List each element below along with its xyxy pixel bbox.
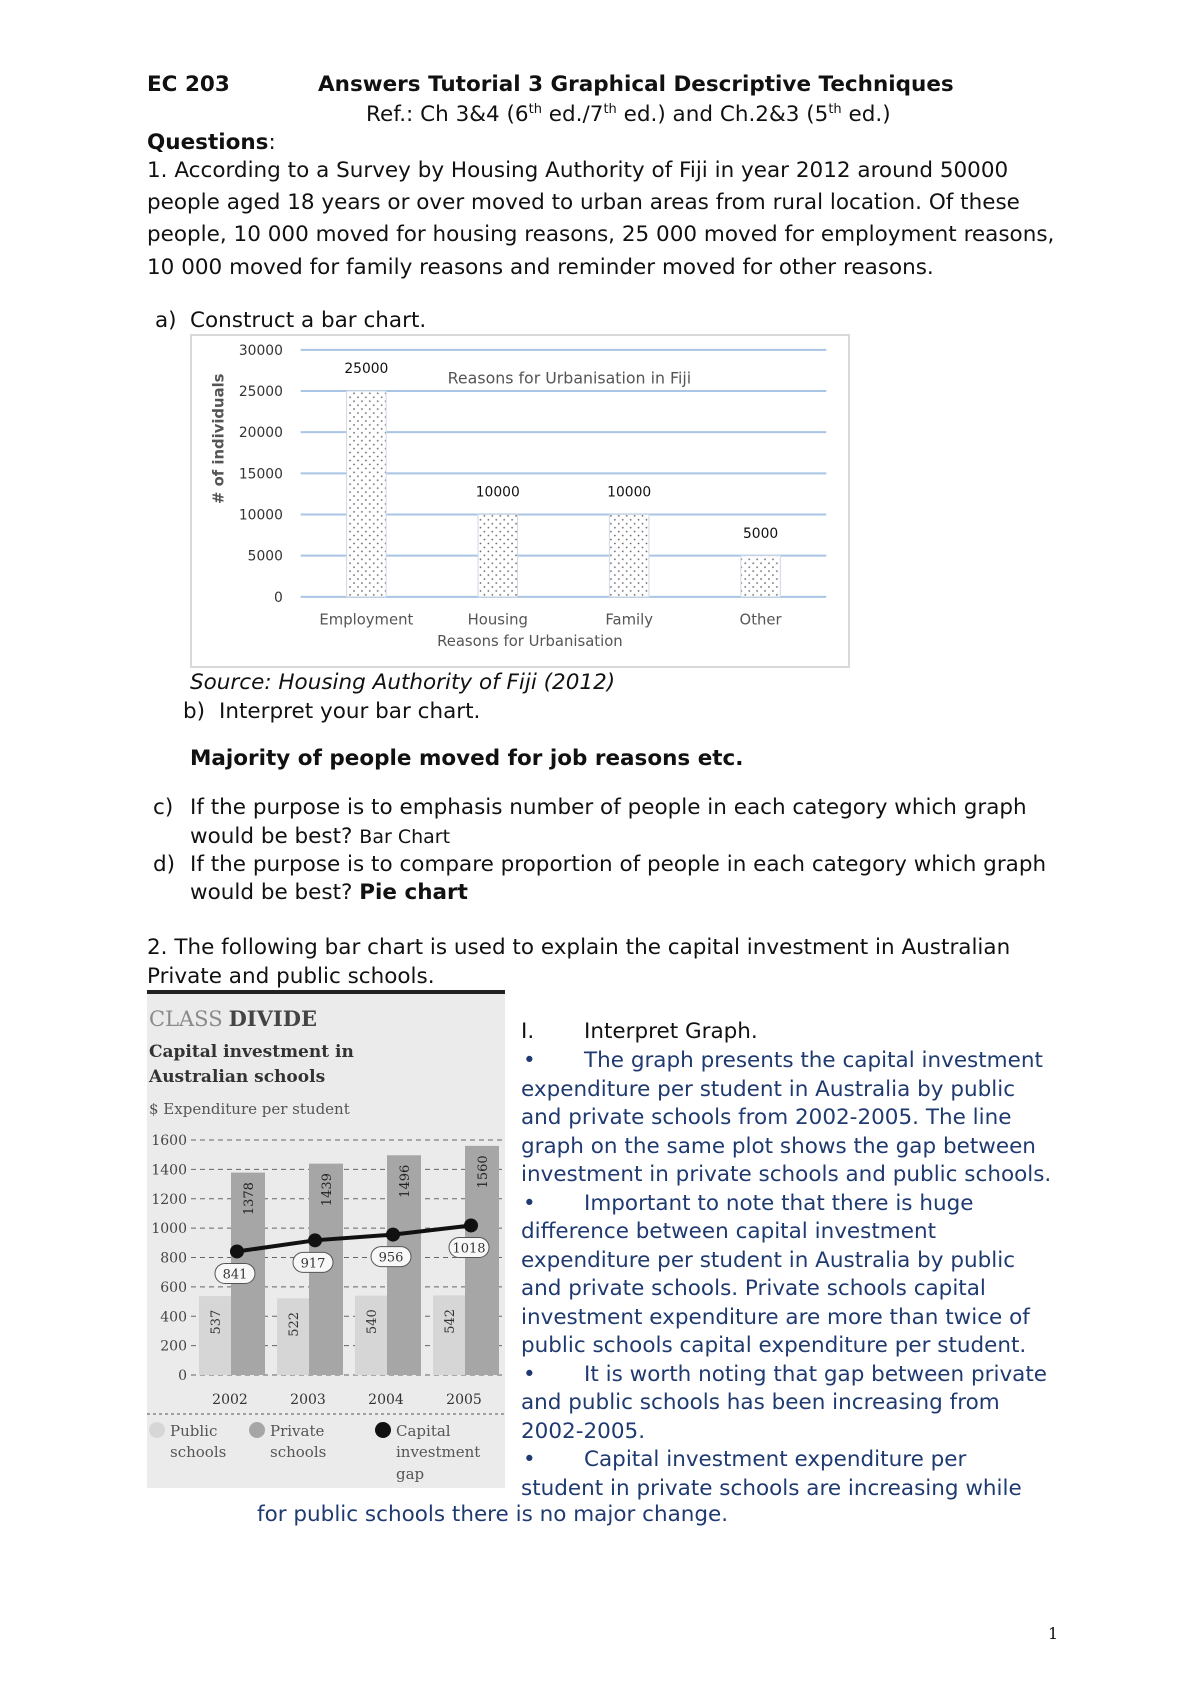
answer-bullet: • <box>523 1361 536 1387</box>
bar-employment <box>347 391 387 597</box>
gap-point-2002 <box>230 1244 244 1258</box>
y-tick-label: 25000 <box>238 383 283 400</box>
reference-line: Ref.: Ch 3&4 (6th ed./7th ed.) and Ch.2&3 (5th ed.) <box>366 101 891 127</box>
answer-line: and public schools has been increasing from <box>521 1390 1000 1415</box>
gap-data-label: 956 <box>378 1250 404 1266</box>
bar-public-2005 <box>433 1295 465 1375</box>
q2-line-2: Private and public schools. <box>147 964 435 989</box>
legend-label: investment <box>396 1443 481 1461</box>
bar-housing <box>478 515 518 597</box>
legend-label: Public <box>170 1422 218 1440</box>
answer-final-line: for public schools there is no major change. <box>257 1502 729 1527</box>
q1b-text: Interpret your bar chart. <box>219 699 481 724</box>
y-tick-label: 1400 <box>151 1162 187 1179</box>
x-category-label: Other <box>739 611 782 629</box>
x-category-label: Employment <box>319 611 414 629</box>
y-tick-label: 10000 <box>238 507 283 524</box>
bar-data-label: 5000 <box>742 525 779 542</box>
answer-line: expenditure per student in Australia by public <box>521 1076 1016 1102</box>
answer-bullet: • <box>523 1447 536 1472</box>
chart1-y-axis-title: # of individuals <box>210 373 228 504</box>
q1c-answer: Bar Chart <box>359 826 451 848</box>
urbanisation-bar-chart <box>190 334 850 668</box>
y-tick-label: 1000 <box>151 1221 187 1238</box>
bar-data-label: 10000 <box>475 484 520 501</box>
q1d-text-2: would be best? Pie chart <box>190 880 468 905</box>
q2-line-1: 2. The following bar chart is used to explain the capital investment in Australian <box>147 935 1011 960</box>
course-code: EC 203 <box>147 72 230 97</box>
answer-line: and private schools from 2002-2005. The line <box>521 1105 1012 1130</box>
q1d-answer: Pie chart <box>359 880 468 905</box>
answer-line: Capital investment expenditure per <box>584 1447 967 1472</box>
public-data-label: 537 <box>209 1309 224 1335</box>
x-category-label: 2002 <box>212 1392 248 1408</box>
answer-line: It is worth noting that gap between private <box>584 1361 1047 1387</box>
gap-point-2003 <box>308 1233 322 1247</box>
answer-line: graph on the same plot shows the gap between <box>521 1133 1036 1159</box>
interpret-label: I. <box>521 1019 535 1044</box>
bar-data-label: 10000 <box>607 484 652 501</box>
bar-data-label: 25000 <box>344 361 389 378</box>
private-data-label: 1439 <box>320 1173 335 1207</box>
x-category-label: 2003 <box>290 1392 326 1408</box>
x-category-label: Family <box>605 611 654 629</box>
q1a-label: a) <box>155 308 177 333</box>
chart1-x-axis-title: Reasons for Urbanisation <box>437 633 623 651</box>
q1c-text-2: would be best? Bar Chart <box>190 824 451 849</box>
legend-label: schools <box>270 1443 327 1461</box>
legend-label: Capital <box>396 1422 451 1440</box>
chart2-subtitle-1: Capital investment in <box>149 1042 354 1062</box>
public-data-label: 522 <box>287 1311 302 1337</box>
public-data-label: 540 <box>365 1309 380 1335</box>
legend-marker <box>249 1422 265 1438</box>
y-tick-label: 600 <box>160 1279 187 1296</box>
private-data-label: 1560 <box>476 1155 491 1189</box>
x-category-label: 2004 <box>368 1392 404 1408</box>
public-data-label: 542 <box>443 1308 458 1334</box>
answer-line: Important to note that there is huge <box>584 1190 974 1216</box>
private-data-label: 1378 <box>242 1182 257 1216</box>
y-tick-label: 30000 <box>238 342 283 359</box>
q1-line-4: 10 000 moved for family reasons and reminder moved for other reasons. <box>147 255 934 280</box>
answer-line: expenditure per student in Australia by public <box>521 1247 1016 1273</box>
y-tick-label: 800 <box>160 1250 187 1267</box>
legend-label: gap <box>396 1465 425 1483</box>
q1c-label: c) <box>153 795 174 820</box>
legend-marker <box>375 1422 391 1438</box>
title-divide: DIVIDE <box>228 1006 317 1031</box>
answer-line: investment in private schools and public schools. <box>521 1162 1052 1187</box>
y-tick-label: 5000 <box>247 548 283 565</box>
q1c-text: If the purpose is to emphasis number of people in each category which graph <box>190 795 1027 820</box>
page-title: Answers Tutorial 3 Graphical Descriptive Techniques <box>318 72 954 97</box>
gap-point-2004 <box>386 1228 400 1242</box>
answer-line: investment expenditure are more than twice of <box>521 1304 1030 1330</box>
answer-bullet: • <box>523 1048 536 1073</box>
gap-data-label: 917 <box>300 1256 326 1272</box>
answer-line: and private schools. Private schools capital <box>521 1276 986 1301</box>
chart-source: Source: Housing Authority of Fiji (2012) <box>190 670 616 695</box>
x-category-label: Housing <box>467 611 528 629</box>
q1a-text: Construct a bar chart. <box>190 308 427 333</box>
y-tick-label: 0 <box>274 589 283 606</box>
gap-data-label: 1018 <box>452 1241 486 1257</box>
answer-line: public schools capital expenditure per student. <box>521 1333 1027 1358</box>
y-tick-label: 1600 <box>151 1133 187 1149</box>
title-class: CLASS <box>149 1007 223 1031</box>
page-number: 1 <box>1048 1624 1059 1643</box>
legend-label: Private <box>270 1422 325 1440</box>
answer-bullet: • <box>523 1190 536 1216</box>
chart2-subtitle-2: Australian schools <box>149 1067 326 1087</box>
bar-public-2002 <box>199 1296 231 1375</box>
q1-line-3: people, 10 000 moved for housing reasons, 25 000 moved for employment reasons, <box>147 222 1055 247</box>
legend-label: schools <box>170 1443 227 1461</box>
answer-line: The graph presents the capital investment <box>584 1048 1043 1073</box>
interpret-title: Interpret Graph. <box>584 1019 758 1044</box>
answer-line: difference between capital investment <box>521 1219 937 1244</box>
y-tick-label: 20000 <box>238 425 283 442</box>
q1b-answer: Majority of people moved for job reasons etc. <box>190 746 744 771</box>
bar-family <box>609 515 649 597</box>
q1-line-1: 1. According to a Survey by Housing Authority of Fiji in year 2012 around 50000 <box>147 158 1009 183</box>
questions-heading: Questions: <box>147 130 276 155</box>
bar-public-2004 <box>355 1296 387 1375</box>
answer-line: student in private schools are increasing while <box>521 1475 1022 1501</box>
x-category-label: 2005 <box>446 1392 482 1408</box>
gap-point-2005 <box>464 1218 478 1232</box>
chart1-title: Reasons for Urbanisation in Fiji <box>447 368 692 388</box>
private-data-label: 1496 <box>398 1164 413 1198</box>
class-divide-chart <box>147 990 505 1488</box>
q1b-label: b) <box>183 699 206 724</box>
chart2-y-axis-title: $ Expenditure per student <box>149 1100 350 1118</box>
legend-marker <box>149 1422 165 1438</box>
bar-other <box>741 556 781 597</box>
gap-data-label: 841 <box>222 1267 248 1283</box>
y-tick-label: 15000 <box>238 466 283 483</box>
answer-line: 2002-2005. <box>521 1418 646 1444</box>
chart2-title <box>149 1006 317 1031</box>
y-tick-label: 0 <box>178 1368 187 1384</box>
y-tick-label: 400 <box>160 1309 187 1326</box>
q1-line-2: people aged 18 years or over moved to urban areas from rural location. Of these <box>147 190 1020 215</box>
y-tick-label: 1200 <box>151 1191 187 1208</box>
q1d-label: d) <box>153 852 176 877</box>
y-tick-label: 200 <box>160 1338 187 1355</box>
q1d-text: If the purpose is to compare proportion of people in each category which graph <box>190 852 1047 877</box>
